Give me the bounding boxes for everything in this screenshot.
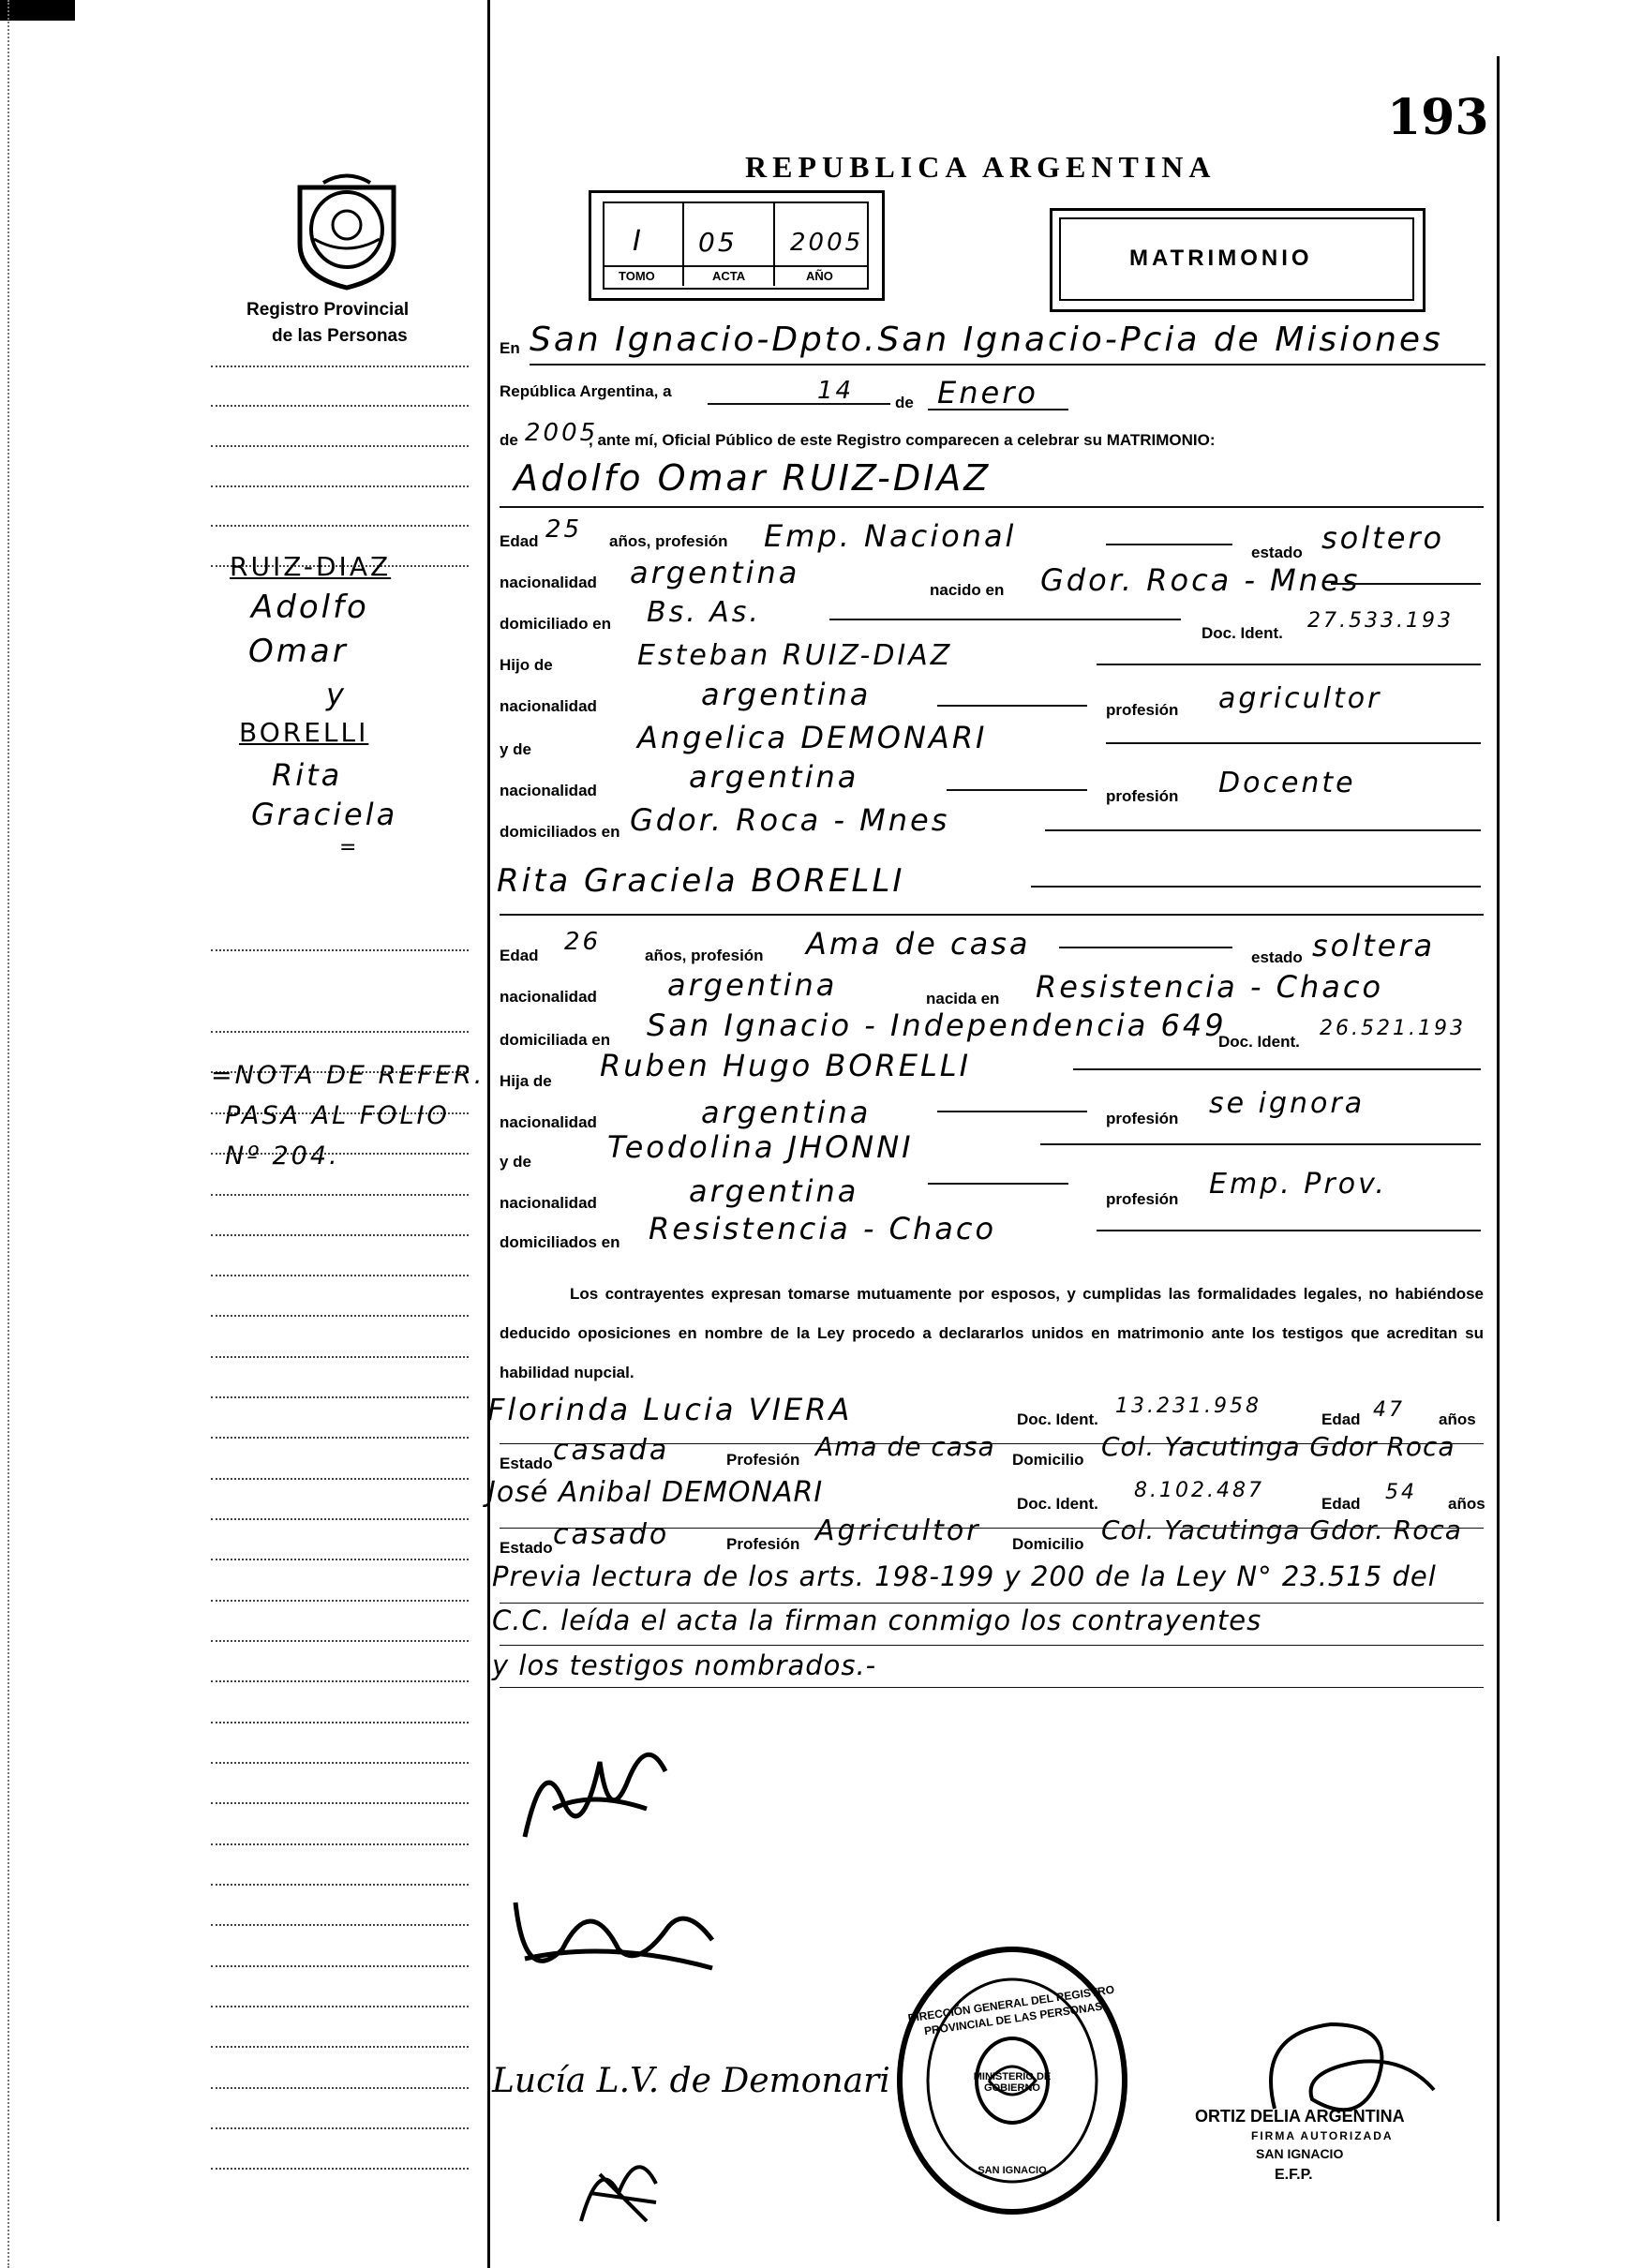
margin-name-line: BORELLI	[239, 717, 369, 748]
bride-nationality-label: nacionalidad	[500, 988, 597, 1006]
witness2-age: 54	[1385, 1481, 1417, 1504]
witness2-status: casado	[553, 1518, 670, 1551]
bride-parents-domicile: Resistencia - Chaco	[649, 1211, 997, 1246]
bride-full-name: Rita Graciela BORELLI	[497, 862, 905, 900]
acta-value: 05	[698, 227, 738, 258]
witness1-age: 47	[1373, 1398, 1405, 1422]
groom-full-name: Adolfo Omar RUIZ-DIAZ	[514, 457, 992, 499]
registry-name-line1: Registro Provincial	[246, 300, 410, 320]
ano-label: AÑO	[806, 269, 833, 283]
groom-father-line	[1097, 664, 1481, 665]
bride-father-profession: se ignora	[1209, 1087, 1366, 1120]
bride-father-prof-label: profesión	[1106, 1110, 1179, 1127]
column-rule-right	[1497, 56, 1500, 2221]
witness1-profession: Ama de casa	[815, 1431, 995, 1462]
margin-name-line: Omar	[248, 633, 349, 670]
record-box-col2	[773, 201, 775, 286]
bride-domicile-label: domiciliada en	[500, 1031, 611, 1049]
groom-mother-profession: Docente	[1218, 767, 1356, 799]
witness2-doc-id: 8.102.487	[1134, 1479, 1264, 1502]
official-name: ORTIZ DELIA ARGENTINA	[1195, 2107, 1405, 2126]
margin-name-line: Graciela	[251, 797, 398, 832]
bride-profession: Ama de casa	[806, 926, 1031, 962]
groom-father-nat-line	[937, 705, 1087, 707]
witness2-domicile: Col. Yacutinga Gdor. Roca	[1101, 1514, 1462, 1545]
groom-father-prof-label: profesión	[1106, 701, 1179, 719]
seal-place: SAN IGNACIO	[978, 2165, 1047, 2176]
groom-father-label: Hijo de	[500, 656, 553, 674]
witness1-status-label: Estado	[500, 1455, 553, 1472]
groom-doc-id: 27.533.193	[1307, 609, 1454, 633]
month-line	[928, 409, 1068, 410]
bride-name-line	[1031, 886, 1481, 888]
witness2-doc-label: Doc. Ident.	[1017, 1495, 1098, 1513]
bride-parents-domicile-label: domiciliados en	[500, 1233, 620, 1251]
corner-mark	[0, 0, 75, 21]
bride-father-line	[1073, 1068, 1481, 1070]
day-value: 14	[817, 377, 855, 405]
bride-father-label: Hija de	[500, 1072, 552, 1090]
groom-mother-nat-line	[947, 789, 1087, 791]
bride-mother-nat-label: nacionalidad	[500, 1194, 597, 1212]
groom-father-name: Esteban RUIZ-DIAZ	[637, 639, 953, 672]
witness2-profession: Agricultor	[815, 1514, 981, 1547]
margin-name-line: RUIZ-DIAZ	[230, 551, 392, 582]
witness2-age-label: Edad	[1321, 1495, 1361, 1513]
bride-status: soltera	[1312, 928, 1436, 963]
official-place: SAN IGNACIO	[1256, 2146, 1344, 2161]
witness1-status: casada	[553, 1434, 670, 1467]
record-box-col1	[682, 201, 684, 286]
document-title: REPUBLICA ARGENTINA	[745, 150, 1217, 184]
bride-birthplace: Resistencia - Chaco	[1036, 969, 1384, 1005]
witness2-domicile-label: Domicilio	[1012, 1535, 1084, 1553]
acta-label: ACTA	[712, 269, 746, 283]
witness2-prof-label: Profesión	[726, 1535, 800, 1553]
bride-profession-line	[1059, 947, 1232, 948]
groom-nationality-label: nacionalidad	[500, 574, 597, 591]
de-label-2: de	[500, 431, 518, 449]
margin-note-line: PASA AL FOLIO	[225, 1101, 450, 1130]
groom-domicile-line	[829, 619, 1181, 620]
groom-name-line	[500, 506, 1484, 508]
groom-profession-line	[1106, 544, 1232, 545]
official-abbr: E.F.P.	[1275, 2167, 1313, 2183]
closing-note-line: Previa lectura de los arts. 198-199 y 200 de la Ley N° 23.515 del	[492, 1560, 1437, 1592]
groom-mother-line	[1106, 742, 1481, 744]
bride-father-name: Ruben Hugo BORELLI	[600, 1048, 972, 1083]
bride-nationality: argentina	[667, 967, 838, 1003]
bride-doc-id: 26.521.193	[1320, 1017, 1466, 1040]
declaration-text: Los contrayentes expresan tomarse mutuamente por esposos, y cumplidas las formalidades legales, no habiéndose deducido oposiciones en nombre de la Ley procedo a declararlos unidos en matrimonio ante los testigos que acreditan su habilidad nupcial.	[500, 1285, 1484, 1381]
groom-birthplace-label: nacido en	[930, 581, 1005, 599]
day-line	[708, 403, 890, 405]
witness1-years-label: años	[1439, 1410, 1476, 1428]
record-type: MATRIMONIO	[1129, 246, 1313, 271]
groom-age: 25	[545, 515, 583, 544]
bride-mother-nat-line	[928, 1183, 1068, 1185]
bride-domicile: San Ignacio - Independencia 649	[647, 1007, 1227, 1043]
groom-father-nat-label: nacionalidad	[500, 697, 597, 715]
witness2-status-label: Estado	[500, 1539, 553, 1557]
witness1-doc-id: 13.231.958	[1115, 1395, 1261, 1418]
provincial-emblem-icon	[286, 164, 408, 291]
bride-age-label: Edad	[500, 947, 539, 964]
groom-birthplace-line	[1331, 583, 1481, 585]
margin-name-line: Adolfo	[251, 589, 369, 626]
place-value: San Ignacio-Dpto.San Ignacio-Pcia de Misiones	[530, 321, 1443, 359]
place-label: En	[500, 339, 520, 357]
groom-mother-label: y de	[500, 740, 532, 758]
month-value: Enero	[937, 375, 1038, 410]
margin-note-line: Nº 204.	[225, 1141, 340, 1171]
closing-note-line: y los testigos nombrados.-	[492, 1649, 877, 1681]
groom-birthplace: Gdor. Roca - Mnes	[1040, 562, 1361, 598]
bride-name-underline	[500, 914, 1484, 916]
margin-note-line: =NOTA DE REFER.	[211, 1061, 485, 1090]
bride-mother-line	[1040, 1143, 1481, 1145]
registry-name-line2: de las Personas	[272, 326, 408, 346]
groom-doc-label: Doc. Ident.	[1202, 624, 1283, 642]
bride-father-nat-line	[937, 1111, 1087, 1112]
bride-mother-label: y de	[500, 1153, 532, 1171]
witness1-prof-label: Profesión	[726, 1451, 800, 1469]
bride-profession-label: años, profesión	[645, 947, 764, 964]
witness-signature-text: Lucía L.V. de Demonari	[492, 2062, 890, 2100]
groom-mother-name: Angelica DEMONARI	[637, 720, 988, 755]
bride-signature	[497, 1874, 740, 1987]
witness1-doc-label: Doc. Ident.	[1017, 1410, 1098, 1428]
bride-mother-nationality: argentina	[689, 1173, 859, 1209]
groom-mother-nationality: argentina	[689, 759, 859, 795]
left-binding-line	[7, 0, 9, 2268]
official-title: FIRMA AUTORIZADA	[1251, 2129, 1394, 2142]
witness2-signature	[562, 2137, 675, 2231]
groom-signature	[506, 1743, 694, 1856]
groom-status: soltero	[1321, 520, 1445, 556]
witness1-age-label: Edad	[1321, 1410, 1361, 1428]
bride-father-nationality: argentina	[701, 1095, 872, 1130]
record-box-divider	[603, 265, 867, 267]
witness1-domicile-label: Domicilio	[1012, 1451, 1084, 1469]
witness2-years-label: años	[1448, 1495, 1485, 1513]
groom-domicile: Bs. As.	[647, 596, 761, 629]
page-number: 193	[1387, 89, 1489, 146]
groom-mother-nat-label: nacionalidad	[500, 782, 597, 799]
margin-name-line: y	[326, 677, 347, 712]
groom-profession: Emp. Nacional	[764, 518, 1017, 554]
bride-age: 26	[564, 928, 602, 956]
groom-parents-domicile: Gdor. Roca - Mnes	[630, 802, 950, 838]
margin-name-line: Rita	[272, 757, 343, 793]
groom-father-profession: agricultor	[1218, 682, 1382, 715]
witness1-name: Florinda Lucia VIERA	[487, 1392, 853, 1427]
bride-doc-label: Doc. Ident.	[1218, 1033, 1300, 1051]
tomo-label: TOMO	[619, 269, 655, 283]
groom-parents-line	[1045, 829, 1481, 831]
groom-profession-label: años, profesión	[609, 532, 728, 550]
closing-note-line: C.C. leída el acta la firman conmigo los contrayentes	[492, 1604, 1262, 1636]
seal-inner-text: MINISTERIO DE GOBIERNO	[973, 2071, 1052, 2094]
bride-father-nat-label: nacionalidad	[500, 1113, 597, 1131]
groom-age-label: Edad	[500, 532, 539, 550]
witness1-domicile: Col. Yacutinga Gdor Roca	[1101, 1431, 1455, 1462]
bride-parents-line	[1097, 1230, 1481, 1231]
groom-status-label: estado	[1251, 544, 1303, 561]
bride-birthplace-label: nacida en	[926, 990, 1000, 1007]
bride-mother-name: Teodolina JHONNI	[607, 1129, 914, 1165]
witness2-name: José Anibal DEMONARI	[487, 1476, 824, 1509]
year-value: 2005	[525, 419, 599, 447]
seal-outer-text: DIRECCIÓN GENERAL DEL REGISTRO PROVINCIAL DE LAS PERSONAS	[906, 1982, 1115, 2038]
bride-mother-prof-label: profesión	[1106, 1190, 1179, 1208]
bride-status-label: estado	[1251, 948, 1303, 966]
groom-mother-prof-label: profesión	[1106, 787, 1179, 805]
groom-parents-domicile-label: domiciliados en	[500, 823, 620, 841]
tomo-value: I	[633, 225, 644, 258]
bride-mother-profession: Emp. Prov.	[1209, 1168, 1387, 1201]
republica-label: República Argentina, a	[500, 382, 672, 400]
de-label: de	[895, 394, 914, 411]
groom-domicile-label: domiciliado en	[500, 615, 612, 633]
appearance-text: , ante mí, Oficial Público de este Registro comparecen a celebrar su MATRIMONIO:	[589, 431, 1216, 449]
margin-name-line: =	[339, 836, 360, 859]
groom-father-nationality: argentina	[701, 677, 872, 712]
groom-nationality: argentina	[630, 555, 800, 590]
place-line	[530, 364, 1485, 366]
ano-value: 2005	[790, 229, 864, 257]
column-rule-left	[487, 0, 490, 2268]
